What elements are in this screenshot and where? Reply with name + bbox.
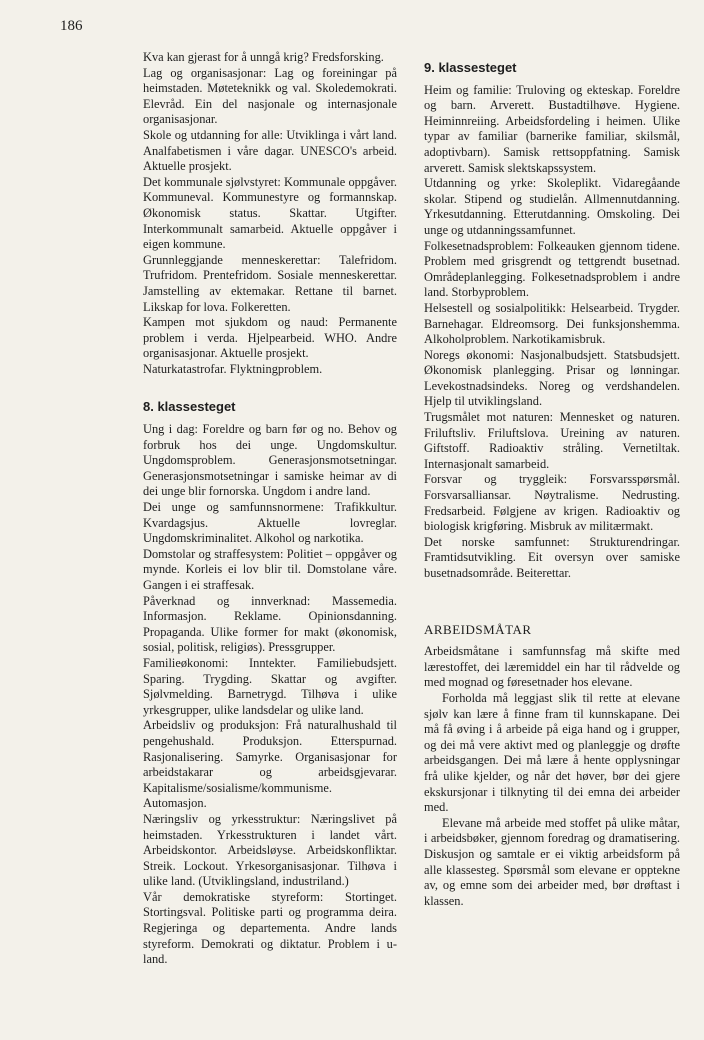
paragraph: Forholda må leggjast slik til rette at elevane sjølv kan lære å finne fram til kunnskapane. Dei må få øving i å arbeide på eiga hand og i grupper, og dei må vere aktivt med og planleggje og drøfte arbeidsgangen. Dei må lære å hente opplysningar frå ulike kjelder, og når det høver, bør dei gjere ekskursjonar i tilknyting til dei emna dei arbeider med. — [424, 690, 680, 815]
paragraph: Forsvar og tryggleik: Forsvarsspørsmål. Forsvarsalliansar. Nøytralisme. Nedrusting. Fredsarbeid. Følgjene av krigen. Radioaktiv og biologisk krigføring. Misbruk av militærmakt. — [424, 472, 680, 534]
page-number: 186 — [60, 18, 83, 34]
paragraph: Påverknad og innverknad: Massemedia. Informasjon. Reklame. Opinionsdanning. Propaganda. Ulike former for makt (økonomisk, sosial, politisk, religiøs). Pressgrupper. — [143, 593, 397, 655]
paragraph: Domstolar og straffesystem: Politiet – oppgåver og mynde. Korleis ei lov blir til. Domstolane våre. Gangen i ei straffesak. — [143, 546, 397, 592]
paragraph: Familieøkonomi: Inntekter. Familiebudsjett. Sparing. Trygding. Skattar og avgifter. Sjølvmelding. Barnetrygd. Tilhøva i ulike yrkesgrupper, ulike landsdelar og ulike land. — [143, 655, 397, 717]
left-column — [143, 50, 397, 968]
paragraph: Heim og familie: Truloving og ekteskap. Foreldre og barn. Arverett. Bustadtilhøve. Hygiene. Heiminnreiing. Arbeidsfordeling i heimen. Ulike typar av familiar (barnerike familiar, skilsmål, adoptivbarn). Samisk rettsoppfatning. Samisk arverett. Samisk slektskapssystem. — [424, 82, 680, 175]
paragraph: Naturkatastrofar. Flyktningproblem. — [143, 361, 323, 376]
paragraph: Vår demokratiske styreform: Stortinget. Stortingsval. Politiske parti og programma deira. Regjeringa og departementa. Andre lands styreform. Demokrati og diktatur. Problem i u-land. — [143, 889, 397, 967]
paragraph: Ung i dag: Foreldre og barn før og no. Behov og forbruk hos dei unge. Ungdomskultur. Ungdomsproblem. Generasjonsmotsetningar. Generasjonsmotsetningar i samiske heimar av di dei unge blir fornorska. Ungdom i andre land. — [143, 422, 397, 499]
paragraph: Trugsmålet mot naturen: Mennesket og naturen. Friluftsliv. Friluftslova. Ureining av naturen. Giftstoff. Radioaktiv stråling. Vernetiltak. Internasjonalt samarbeid. — [424, 410, 680, 471]
section-heading-8: 8. klassesteget — [143, 399, 236, 415]
section-heading-9: 9. klassesteget — [424, 60, 517, 75]
paragraph: Kva kan gjerast for å unngå krig? Fredsforsking. — [143, 50, 384, 64]
paragraph: Lag og organisasjonar: Lag og foreiningar på heimstaden. Møteteknikk og val. Skoledemokrati. Elevråd. Ein del nasjonale og internasjonale organisasjonar. — [143, 65, 397, 127]
paragraph: Elevane må arbeide med stoffet på ulike måtar, i arbeidsbøker, gjennom foredrag og dramatisering. Diskusjon og samtale er ei viktig arbeidsform på alle klassesteg. Spørsmål som elevane er opptekne av, og emne som dei arbeider med, bør drøftast i klassen. — [424, 815, 680, 908]
paragraph: Skole og utdanning for alle: Utviklinga i vårt land. Analfabetismen i våre dagar. UNESCO's arbeid. Aktuelle prosjekt. — [143, 127, 397, 174]
paragraph: Det kommunale sjølvstyret: Kommunale oppgåver. Kommuneval. Kommunestyre og formannskap. Økonomisk status. Skattar. Utgifter. Interkommunalt samarbeid. Aktuelle oppgåver i eigen kommune. — [143, 174, 397, 252]
paragraph: Dei unge og samfunnsnormene: Trafikkultur. Kvardagsjus. Aktuelle lovreglar. Ungdomskriminalitet. Alkohol og narkotika. — [143, 500, 397, 546]
right-column — [424, 60, 680, 909]
section-heading-arbeidsmatar: ARBEIDSMÅTAR — [424, 621, 532, 637]
paragraph: Næringsliv og yrkesstruktur: Næringslivet på heimstaden. Yrkesstrukturen i landet vårt. Arbeidskontor. Arbeidsløyse. Arbeidskonfliktar. Streik. Lockout. Yrkesorganisasjonar. Tilhøva i ulike land. (Utviklingsland, industriland.) — [143, 811, 397, 889]
paragraph: Utdanning og yrke: Skoleplikt. Vidaregåande skolar. Stipend og studielån. Allmennutdanning. Yrkesutdanning. Etterutdanning. Omskoling. Dei unge og utdanningssamfunnet. — [424, 176, 680, 237]
paragraph: Noregs økonomi: Nasjonalbudsjett. Statsbudsjett. Økonomisk planlegging. Prisar og lønningar. Levekostnadsindeks. Noreg og verdshandelen. Hjelp til utviklingsland. — [424, 347, 680, 409]
paragraph: Kampen mot sjukdom og naud: Permanente problem i verda. Hjelpearbeid. WHO. Andre organisasjonar. Aktuelle prosjekt. — [143, 315, 397, 361]
paragraph: Det norske samfunnet: Strukturendringar. Framtidsutvikling. Eit oversyn over samiske busetnadsområde. Beiterettar. — [424, 534, 680, 580]
paragraph: Arbeidsliv og produksjon: Frå naturalhushald til pengehushald. Produksjon. Etterspurnad. Rasjonalisering. Samyrke. Organisasjonar for arbeidstakarar og arbeidsgjevarar. Kapitalisme/sosialisme/kommunisme. Automasjon. — [143, 718, 397, 811]
paragraph: Helsestell og sosialpolitikk: Helsearbeid. Trygder. Barnehagar. Eldreomsorg. Dei funksjonshemma. Alkoholproblem. Narkotikamisbruk. — [424, 300, 680, 347]
paragraph: Grunnleggjande menneskerettar: Talefridom. Trufridom. Prentefridom. Sosiale menneskerettar. Jamstelling av ektemakar. Rettane til barnet. Likskap for lova. Folkeretten. — [143, 252, 397, 314]
paragraph: Arbeidsmåtane i samfunnsfag må skifte med lærestoffet, dei læremiddel ein har til rådvelde og med mognad og føresetnader hos elevane. — [424, 644, 680, 690]
paragraph: Folkesetnadsproblem: Folkeauken gjennom tidene. Problem med grisgrendt og tettgrendt busetnad. Områdeplanlegging. Folkesetnadsproblem i andre land. Storbyproblem. — [424, 238, 680, 300]
